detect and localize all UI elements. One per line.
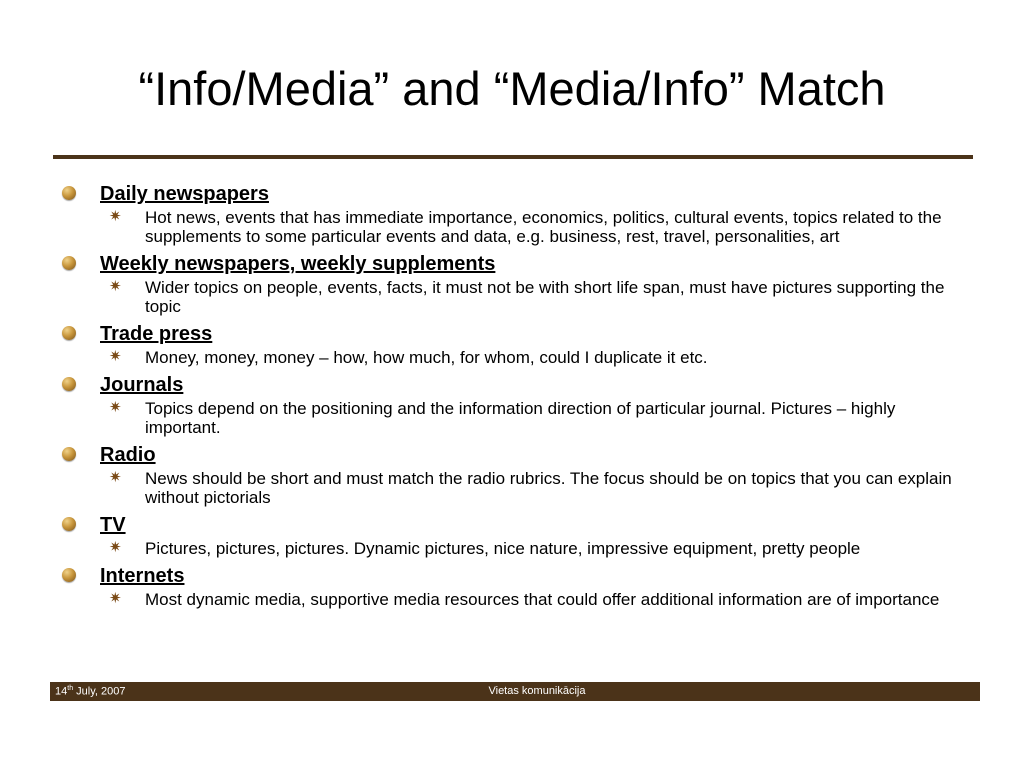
footer-date: 14th July, 2007 bbox=[55, 685, 126, 698]
bullet-icon bbox=[62, 186, 76, 200]
item-heading: Radio bbox=[100, 444, 156, 466]
list-item bbox=[0, 443, 1024, 507]
bullet-icon bbox=[62, 326, 76, 340]
sub-item bbox=[0, 348, 1024, 367]
item-text: Most dynamic media, supportive media resources that could offer additional information are of importance bbox=[145, 590, 940, 609]
footer-bar bbox=[50, 682, 980, 701]
item-text: Topics depend on the positioning and the information direction of particular journal. Pictures – highly important. bbox=[145, 399, 896, 437]
star-bullet-icon: ✷ bbox=[109, 348, 122, 365]
list-item bbox=[0, 322, 1024, 367]
item-heading: Internets bbox=[100, 565, 185, 587]
sub-item bbox=[0, 590, 1024, 609]
list-item bbox=[0, 513, 1024, 558]
item-heading: Journals bbox=[100, 374, 184, 396]
list-item bbox=[0, 373, 1024, 437]
item-heading: Weekly newspapers, weekly supplements bbox=[100, 253, 496, 275]
slide-title: “Info/Media” and “Media/Info” Match bbox=[138, 62, 886, 115]
bullet-icon bbox=[62, 517, 76, 531]
bullet-icon bbox=[62, 256, 76, 270]
star-bullet-icon: ✷ bbox=[109, 399, 122, 416]
item-text: News should be short and must match the radio rubrics. The focus should be on topics that you can explain without pictorials bbox=[145, 469, 952, 507]
bullet-icon bbox=[62, 568, 76, 582]
item-text: Wider topics on people, events, facts, it must not be with short life span, must have pictures supporting the topic bbox=[145, 278, 945, 316]
sub-item bbox=[0, 208, 1024, 246]
title-divider bbox=[53, 155, 973, 159]
bullet-list bbox=[0, 182, 1024, 611]
star-bullet-icon: ✷ bbox=[109, 278, 122, 295]
sub-item bbox=[0, 278, 1024, 316]
list-item bbox=[0, 252, 1024, 316]
sub-item bbox=[0, 399, 1024, 437]
item-text: Money, money, money – how, how much, for whom, could I duplicate it etc. bbox=[145, 348, 708, 367]
item-text: Pictures, pictures, pictures. Dynamic pictures, nice nature, impressive equipment, pretty people bbox=[145, 539, 861, 558]
bullet-icon bbox=[62, 447, 76, 461]
item-text: Hot news, events that has immediate importance, economics, politics, cultural events, topics related to the supplements to some particular events and data, e.g. business, rest, travel, personalities, art bbox=[145, 208, 942, 246]
list-item bbox=[0, 564, 1024, 609]
item-heading: Trade press bbox=[100, 323, 213, 345]
sub-item bbox=[0, 469, 1024, 507]
item-heading: TV bbox=[100, 514, 126, 536]
list-item bbox=[0, 182, 1024, 246]
star-bullet-icon: ✷ bbox=[109, 469, 122, 486]
star-bullet-icon: ✷ bbox=[109, 208, 122, 225]
footer-title: Vietas komunikācija bbox=[488, 685, 586, 697]
star-bullet-icon: ✷ bbox=[109, 539, 122, 556]
item-heading: Daily newspapers bbox=[100, 183, 269, 205]
star-bullet-icon: ✷ bbox=[109, 590, 122, 607]
sub-item bbox=[0, 539, 1024, 558]
bullet-icon bbox=[62, 377, 76, 391]
